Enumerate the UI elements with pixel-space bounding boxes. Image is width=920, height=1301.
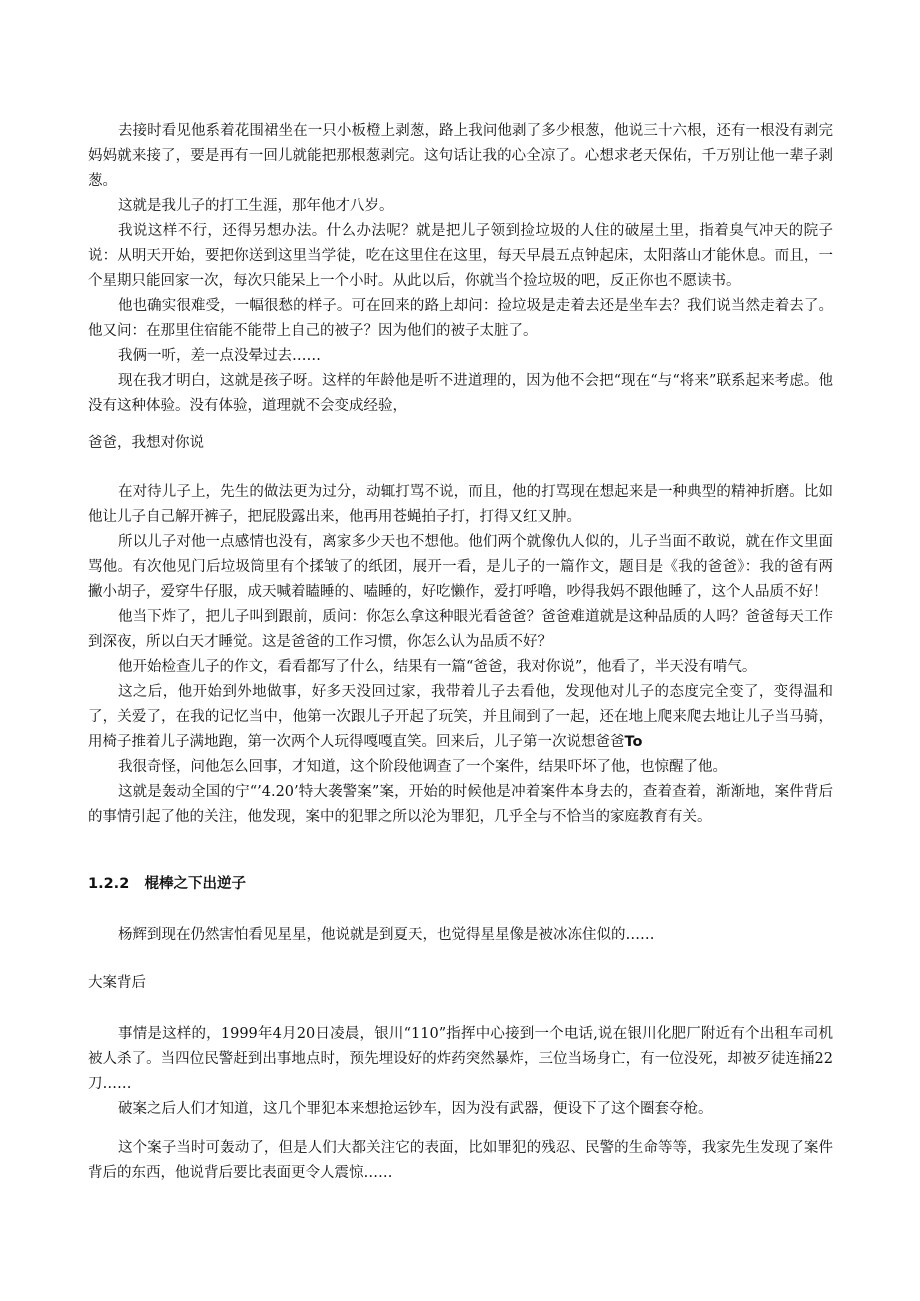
section-heading-1-2-2 — [88, 872, 833, 897]
paragraph: 我说这样不行，还得另想办法。什么办法呢？就是把儿子领到捡垃圾的人住的破屋土里，指着臭气冲天的院子说：从明天开始，要把你送到这里当学徒，吃在这里住在这里，每天早晨五点钟起床，太阳落山才能休息。而且，一个星期只能回家一次，每次只能呆上一个小时。从此以后，你就当个捡垃圾的吧，反正你也不愿读书。 — [88, 223, 833, 289]
paragraph: 这就是轰动全国的宁“’4.20’特大袭警案”案，开始的时候他是冲着案件本身去的，查着查着，渐渐地，案件背后的事情引起了他的关注，他发现，案中的犯罪之所以沦为罪犯，几乎全与不恰当的家庭教育有关。 — [88, 784, 833, 825]
paragraph: 我很奇怪，问他怎么回事，才知道，这个阶段他调查了一个案件，结果吓坏了他，也惊醒了他。 — [118, 759, 727, 775]
paragraph: 杨辉到现在仍然害怕看见星星，他说就是到夏天，也觉得星星像是被冰冻住似的…… — [118, 927, 655, 943]
section-heading-case — [88, 971, 833, 996]
section-title: 棍棒之下出逆子 — [144, 876, 246, 892]
paragraph: 他开始检查儿子的作文，看看都写了什么，结果有一篇“爸爸，我对你说”，他看了，半天没有啃气。 — [118, 659, 757, 675]
story-section-stars — [88, 923, 833, 948]
paragraph: 他也确实很难受，一幅很愁的样子。可在回来的路上却问：捡垃圾是走着去还是坐车去？我们说当然走着去了。他又问：在那里住宿能不能带上自己的被子？因为他们的被子太脏了。 — [88, 298, 833, 339]
story-section-intro — [88, 119, 833, 419]
paragraph-text: 这之后，他开始到外地做事，好多天没回过家，我带着儿子去看他，发现他对儿子的态度完全变了，变得温和了，关爱了，在我的记忆当中，他第一次跟儿子开起了玩笑，并且闹到了一起，还在地上爬来爬去地让儿子当马骑，用椅子推着儿子满地跑，第一次两个人玩得嘎嘎直笑。回来后，儿子第一次说想爸爸 — [88, 684, 833, 750]
paragraph: 事情是这样的，1999年4月20日凌晨，银川“110”指挥中心接到一个电话,说在银川化肥厂附近有个出租车司机被人杀了。当四位民警赶到出事地点时，预先埋设好的炸药突然暴炸，三位当场身亡，有一位没死，却被歹徒连捅22刀…… — [88, 1026, 833, 1092]
paragraph: 在对待儿子上，先生的做法更为过分，动辄打骂不说，而且，他的打骂现在想起来是一种典型的精神折磨。比如他让儿子自己解开裤子，把屁股露出来，他再用苍蝇拍子打，打得又红又肿。 — [88, 484, 833, 525]
paragraph: 我俩一听，差一点没晕过去…… — [118, 348, 321, 364]
section-title: 爸爸，我想对你说 — [88, 435, 204, 451]
story-section-dad — [88, 480, 833, 830]
paragraph: 现在我才明白，这就是孩子呀。这样的年龄他是听不进道理的，因为他不会把“现在“与“将来”联系起来考虑。他没有这种体验。没有体验，道理就不会变成经验， — [88, 373, 833, 414]
paragraph-tail: To — [624, 734, 643, 750]
paragraph — [88, 680, 833, 755]
section-title: 大案背后 — [88, 975, 146, 991]
story-section-case — [88, 1022, 833, 1122]
section-heading — [88, 872, 833, 897]
paragraph: 他当下炸了，把儿子叫到跟前，质问：你怎么拿这种眼光看爸爸？爸爸难道就是这种品质的人吗？爸爸每天工作到深夜，所以白天才睡觉。这是爸爸的工作习惯，你怎么认为品质不好？ — [88, 609, 833, 650]
paragraph: 破案之后人们才知道，这几个罪犯本来想抢运钞车，因为没有武器，便设下了这个圈套夺枪。 — [118, 1101, 713, 1117]
section-heading-dad — [88, 431, 833, 456]
paragraph: 去接时看见他系着花围裙坐在一只小板橙上剥葱，路上我问他剥了多少根葱，他说三十六根，还有一根没有剥完妈妈就来接了，要是再有一回儿就能把那根葱剥完。这句话让我的心全凉了。心想求老天保佑，千万别让他一辈子剥葱。 — [88, 123, 833, 189]
story-section-aftermath — [88, 1136, 833, 1186]
section-number: 1.2.2 — [88, 876, 130, 892]
paragraph: 所以儿子对他一点感情也没有，离家多少天也不想他。他们两个就像仇人似的，儿子当面不敢说，就在作文里面骂他。有次他见门后垃圾筒里有个揉皱了的纸团，展开一看，是儿子的一篇作文，题目是《我的爸爸》：我的爸有两撇小胡子，爱穿牛仔服，成天喊着瞌睡的、嗑睡的，好吃懒作，爱打呼噜，吵得我妈不跟他睡了，这个人品质不好！ — [88, 534, 833, 600]
paragraph: 这就是我儿子的打工生涯，那年他才八岁。 — [118, 198, 394, 214]
paragraph: 这个案子当时可轰动了，但是人们大都关注它的表面，比如罪犯的残忍、民警的生命等等，我家先生发现了案件背后的东西，他说背后要比表面更令人震惊…… — [88, 1140, 833, 1181]
